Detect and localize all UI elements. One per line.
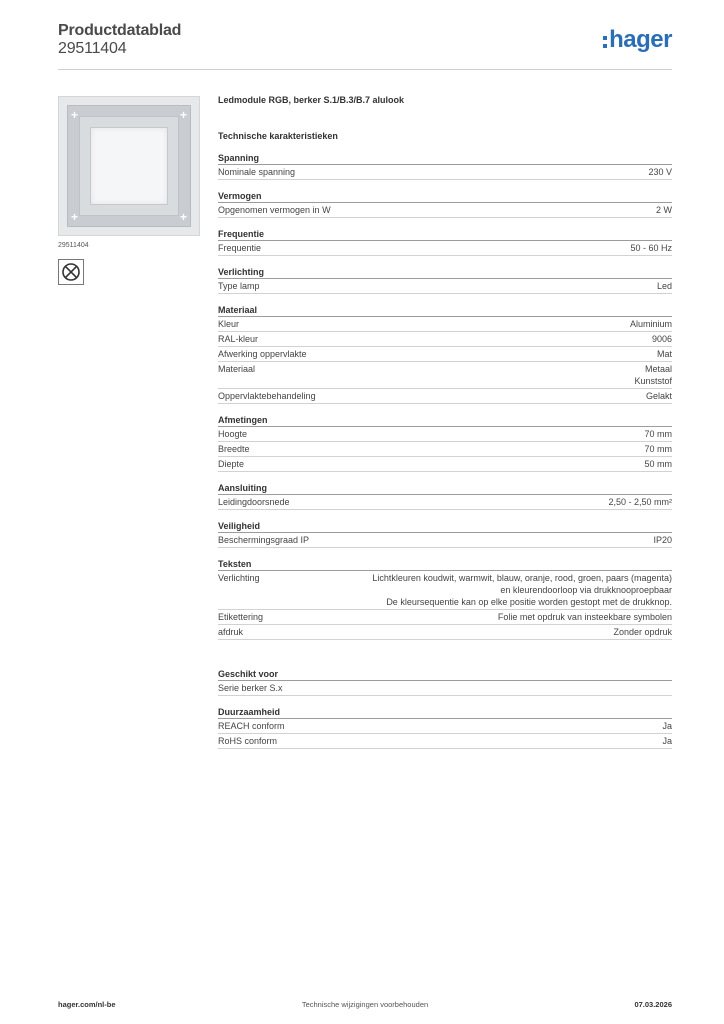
spec-value: Zonder opdruk [613, 627, 672, 637]
spec-value: Mat [656, 349, 672, 359]
spec-label: Materiaal [218, 364, 256, 374]
spec-sections-extra [218, 667, 672, 749]
page-footer [58, 996, 672, 1016]
spec-value: 2 W [655, 205, 672, 215]
spec-value: IP20 [653, 535, 672, 545]
spec-label: Leidingdoorsnede [218, 497, 290, 507]
screw-icon: + [71, 210, 79, 224]
spec-row [218, 241, 672, 256]
spec-section [218, 265, 672, 294]
spec-label: Type lamp [218, 281, 260, 291]
spec-section [218, 519, 672, 548]
spec-value: 70 mm [644, 429, 672, 439]
spec-row [218, 719, 672, 734]
logo-text: hager [609, 26, 672, 53]
spec-section [218, 227, 672, 256]
spec-value: 50 - 60 Hz [630, 243, 672, 253]
spec-label: RoHS conform [218, 736, 278, 746]
spec-value: 230 V [648, 167, 672, 177]
spec-value: 9006 [651, 334, 672, 344]
spec-section [218, 557, 672, 640]
section-title: Materiaal [218, 303, 672, 317]
screw-icon: + [71, 108, 79, 122]
spec-label: Etikettering [218, 612, 264, 622]
section-title: Vermogen [218, 189, 672, 203]
spec-value: Ja [662, 736, 672, 746]
document-title: Productdatablad [58, 22, 182, 39]
spec-label: Oppervlaktebehandeling [218, 391, 316, 401]
hager-logo [603, 26, 672, 54]
spec-sections [218, 151, 672, 640]
spec-row [218, 279, 672, 294]
spec-section [218, 413, 672, 472]
lamp-symbol-icon [58, 259, 84, 285]
spec-row [218, 389, 672, 404]
spec-label: Breedte [218, 444, 250, 454]
product-image-column [58, 96, 200, 285]
screw-icon: + [179, 210, 187, 224]
spec-label: Kleur [218, 319, 240, 329]
spec-row [218, 734, 672, 749]
spec-value: Ja [662, 721, 672, 731]
spec-value: Aluminium [629, 319, 672, 329]
product-name: Ledmodule RGB, berker S.1/B.3/B.7 alulook [218, 95, 405, 105]
section-title: Verlichting [218, 265, 672, 279]
section-title: Duurzaamheid [218, 705, 672, 719]
frame-insert [79, 116, 179, 216]
section-title: Aansluiting [218, 481, 672, 495]
spec-label: REACH conform [218, 721, 285, 731]
spec-row [218, 427, 672, 442]
spec-label: Nominale spanning [218, 167, 296, 177]
spec-section [218, 705, 672, 749]
footer-date: 07.03.2026 [634, 1000, 672, 1009]
spec-row [218, 203, 672, 218]
spec-section [218, 667, 672, 696]
image-caption: 29511404 [58, 242, 89, 249]
section-title: Geschikt voor [218, 667, 672, 681]
led-module [90, 127, 168, 205]
section-title: Teksten [218, 557, 672, 571]
spec-label: RAL-kleur [218, 334, 259, 344]
spec-value: 70 mm [644, 444, 672, 454]
spec-label: Opgenomen vermogen in W [218, 205, 331, 215]
spec-value: Led [656, 281, 672, 291]
spec-row [218, 165, 672, 180]
spec-label: Serie berker S.x [218, 683, 283, 693]
spec-row [218, 332, 672, 347]
tech-heading: Technische karakteristieken [218, 131, 338, 141]
product-image [58, 96, 200, 236]
page-header [58, 22, 672, 70]
spec-row [218, 681, 672, 696]
spec-label: afdruk [218, 627, 244, 637]
section-title: Spanning [218, 151, 672, 165]
spec-value: Folie met opdruk van insteekbare symbolen [497, 612, 672, 622]
spec-value: 2,50 - 2,50 mm² [608, 497, 672, 507]
spec-row [218, 610, 672, 625]
spec-row [218, 442, 672, 457]
document-number: 29511404 [58, 40, 127, 57]
section-title: Veiligheid [218, 519, 672, 533]
spacer [218, 649, 672, 667]
spec-row [218, 625, 672, 640]
spec-value: Gelakt [645, 391, 672, 401]
spec-row [218, 533, 672, 548]
spec-label: Verlichting [218, 573, 260, 583]
spec-section [218, 481, 672, 510]
footer-disclaimer: Technische wijzigingen voorbehouden [301, 1000, 429, 1009]
screw-icon: + [179, 108, 187, 122]
logo-dots-icon [603, 36, 607, 48]
spec-label: Hoogte [218, 429, 248, 439]
switch-frame [67, 105, 191, 227]
footer-url: hager.com/nl-be [58, 1000, 116, 1009]
spec-section [218, 151, 672, 180]
section-title: Frequentie [218, 227, 672, 241]
spec-value: Metaal Kunststof [634, 364, 672, 386]
spec-label: Diepte [218, 459, 245, 469]
spec-label: Afwerking oppervlakte [218, 349, 307, 359]
spec-value: Lichtkleuren koudwit, warmwit, blauw, oranje, rood, groen, paars (magenta) en kleurendoorloop via drukknooproepbaar De kleursequentie kan op elke positie worden gestopt met de drukknop. [372, 573, 672, 607]
spec-row [218, 347, 672, 362]
spec-section [218, 303, 672, 404]
spec-row [218, 457, 672, 472]
spec-label: Frequentie [218, 243, 262, 253]
spec-column [218, 95, 672, 758]
spec-row [218, 495, 672, 510]
spec-row [218, 317, 672, 332]
spec-label: Beschermingsgraad IP [218, 535, 310, 545]
spec-section [218, 189, 672, 218]
spec-value: 50 mm [644, 459, 672, 469]
spec-row [218, 571, 672, 610]
section-title: Afmetingen [218, 413, 672, 427]
spec-row [218, 362, 672, 389]
